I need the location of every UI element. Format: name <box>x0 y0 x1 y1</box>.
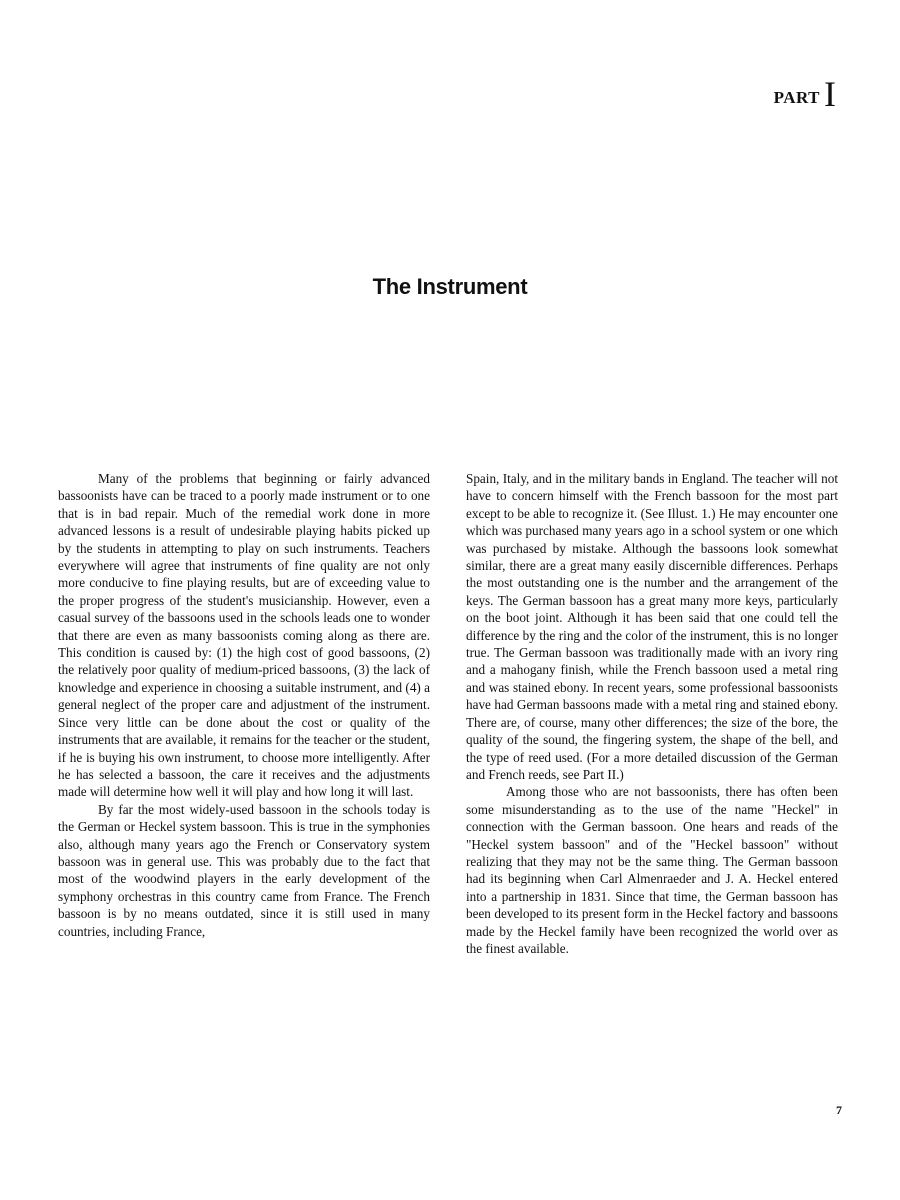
part-word: PART <box>773 87 820 107</box>
left-paragraph-2: By far the most widely-used bassoon in the schools today is the German or Heckel system bassoon. This is true in the symphonies also, although many years ago the French or Conservatory system bassoon was in general use. This was probably due to the fact that most of the woodwind players in the early development of the symphony orchestras in this country came from France. The French bassoon is by no means outdated, since it is still used in many countries, including France, <box>58 801 430 939</box>
part-numeral: I <box>824 74 836 114</box>
right-paragraph-1: Spain, Italy, and in the military bands in England. The teacher will not have to concern himself with the French bassoon for the most part except to be able to recognize it. (See Illust. 1.) He may encounter one which was purchased many years ago in a school system or one which was purchased by mistake. Although the bassoons look somewhat similar, there are a great many easily discernible differences. Perhaps the most outstanding one is the number and the arrangement of the keys. The German bassoon has a great many more keys, particularly on the boot joint. Although it has been said that one could tell the difference by the ring and the color of the instrument, this is no longer true. The German bassoon was traditionally made with an ivory ring and a mahogany finish, while the French bassoon used a metal ring and was stained ebony. In recent years, some professional bassoonists have had German bassoons made with a metal ring and stained ebony. There are, of course, many other differences; the size of the bore, the quality of the sound, the fingering system, the shape of the bell, and the type of reed used. (For a more detailed discussion of the German and French reeds, see Part II.) <box>466 471 838 782</box>
right-paragraph-2: Among those who are not bassoonists, there has often been some misunderstanding as to the use of the name "Heckel" in connection with the German bassoon. One hears and reads of the "Heckel system bassoon" and of the "Heckel bassoon" without realizing that they may not be the same thing. The German bassoon had its beginning when Carl Almenraeder and J. A. Heckel entered into a partnership in 1831. Since that time, the German bassoon has been developed to its present form in the Heckel factory and bassoons made by the Heckel family have been recognized the world over as the finest available. <box>466 784 838 956</box>
left-column <box>58 470 430 940</box>
part-heading <box>773 74 836 114</box>
left-paragraph-1: Many of the problems that beginning or fairly advanced bassoonists have can be traced to a poorly made instrument or to one that is in bad repair. Much of the remedial work done in more advanced lessons is a result of undesirable playing habits picked up by the students in attempting to play on such instruments. Teachers everywhere will agree that instruments of fine quality are not only more conducive to fine playing results, but are of exceeding value to the proper progress of the student's musicianship. However, even a casual survey of the bassoons used in the schools leads one to wonder that there are even as many bassoonists coming along as there are. This condition is caused by: (1) the high cost of good bassoons, (2) the relatively poor quality of medium-priced bassoons, (3) the lack of knowledge and experience in choosing a suitable instrument, and (4) a general neglect of the proper care and adjustment of the instrument. Since very little can be done about the cost or quality of the instruments that are available, it remains for the teacher or the student, if he is buying his own instrument, to choose more intelligently. After he has selected a bassoon, the care it receives and the adjustments made will determine how well it will play and how long it will last. <box>58 471 430 800</box>
right-column <box>466 470 838 957</box>
page-number: 7 <box>836 1103 842 1117</box>
chapter-title: The Instrument <box>372 274 528 299</box>
